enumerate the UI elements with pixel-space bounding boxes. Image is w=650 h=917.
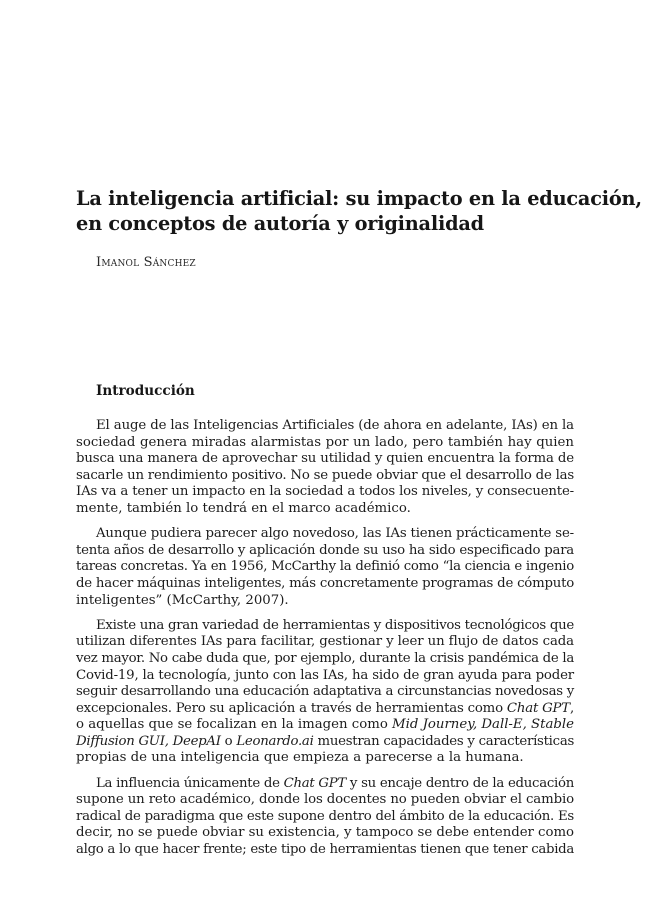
text-line xyxy=(76,701,574,718)
text-line: algo a lo que hacer frente; este tipo de herramientas tienen que tener cabida xyxy=(76,842,575,858)
text-line: Existe una gran variedad de herramientas y dispositivos tecnológicos que xyxy=(96,617,574,633)
text-line: seguir desarrollando una educación adaptativa a circunstancias novedosas y xyxy=(76,684,574,700)
text-line: sacarle un rendimiento positivo. No se puede obviar que el desarrollo de las xyxy=(76,467,574,483)
text-line: mente, también lo tendrá en el marco académico. xyxy=(76,500,411,516)
chapter-title xyxy=(76,186,642,236)
text-run: o xyxy=(220,733,237,749)
text-run: , xyxy=(569,700,574,716)
text-line xyxy=(76,776,574,793)
text-line: busca una manera de aprovechar su utilidad y quien encuentra la forma de xyxy=(76,451,574,467)
tool-name-italic: Leonardo.ai xyxy=(236,733,314,749)
tool-name-italic: Chat GPT xyxy=(506,700,570,716)
text-line xyxy=(76,717,574,734)
text-line: El auge de las Inteligencias Artificiales (de ahora en adelante, IAs) en la xyxy=(95,418,574,433)
body-text xyxy=(76,418,574,867)
text-run: muestran capacidades y características xyxy=(313,733,575,749)
tool-name-italic: Diffusion GUI, DeepAI xyxy=(76,733,221,749)
paragraph xyxy=(76,526,574,609)
author-name: Imanol Sánchez xyxy=(96,255,196,270)
text-run: La influencia únicamente de xyxy=(95,775,284,791)
text-line: sociedad genera miradas alarmistas por un lado, pero también hay quien xyxy=(76,434,574,450)
text-line: utilizan diferentes IAs para facilitar, gestionar y leer un flujo de datos cada xyxy=(76,634,574,650)
text-line: decir, no se puede obviar su existencia, y tampoco se debe entender como xyxy=(76,825,574,841)
text-run: excepcionales. Pero su aplicación a través de herramientas como xyxy=(76,700,507,716)
text-run: y su encaje dentro de la educación xyxy=(345,775,574,791)
tool-name-italic: Chat GPT xyxy=(283,775,346,791)
chapter-title-line: La inteligencia artificial: su impacto en la educación, xyxy=(76,187,642,210)
text-line: tenta años de desarrollo y aplicación donde su uso ha sido especificado para xyxy=(76,542,574,558)
text-line: Aunque pudiera parecer algo novedoso, las IAs tienen prácticamente se- xyxy=(96,526,574,542)
chapter-title-line: en conceptos de autoría y originalidad xyxy=(76,212,484,235)
text-line: de hacer máquinas inteligentes, más concretamente programas de cómputo xyxy=(76,575,574,591)
text-line: Covid-19, la tecnología, junto con las IAs, ha sido de gran ayuda para poder xyxy=(76,667,574,683)
paragraph xyxy=(76,418,574,518)
section-heading: Introducción xyxy=(96,383,195,399)
text-line: vez mayor. No cabe duda que, por ejemplo, durante la crisis pandémica de la xyxy=(76,650,574,666)
tool-name-italic: Mid Journey, Dall-E, Stable xyxy=(392,717,574,733)
text-run: o aquellas que se focalizan en la imagen como xyxy=(76,717,393,733)
text-line: radical de paradigma que este supone dentro del ámbito de la educación. Es xyxy=(76,808,574,824)
paragraph xyxy=(76,618,574,767)
text-line: tareas concretas. Ya en 1956, McCarthy la definió como “la ciencia e ingenio xyxy=(76,559,574,575)
text-line: inteligentes” (McCarthy, 2007). xyxy=(76,592,289,608)
text-line xyxy=(76,734,574,751)
text-line: propias de una inteligencia que empieza a parecerse a la humana. xyxy=(76,750,524,766)
text-line: IAs va a tener un impacto en la sociedad a todos los niveles, y consecuente- xyxy=(76,484,575,500)
paragraph xyxy=(76,776,574,859)
text-line: supone un reto académico, donde los docentes no pueden obviar el cambio xyxy=(76,792,574,808)
